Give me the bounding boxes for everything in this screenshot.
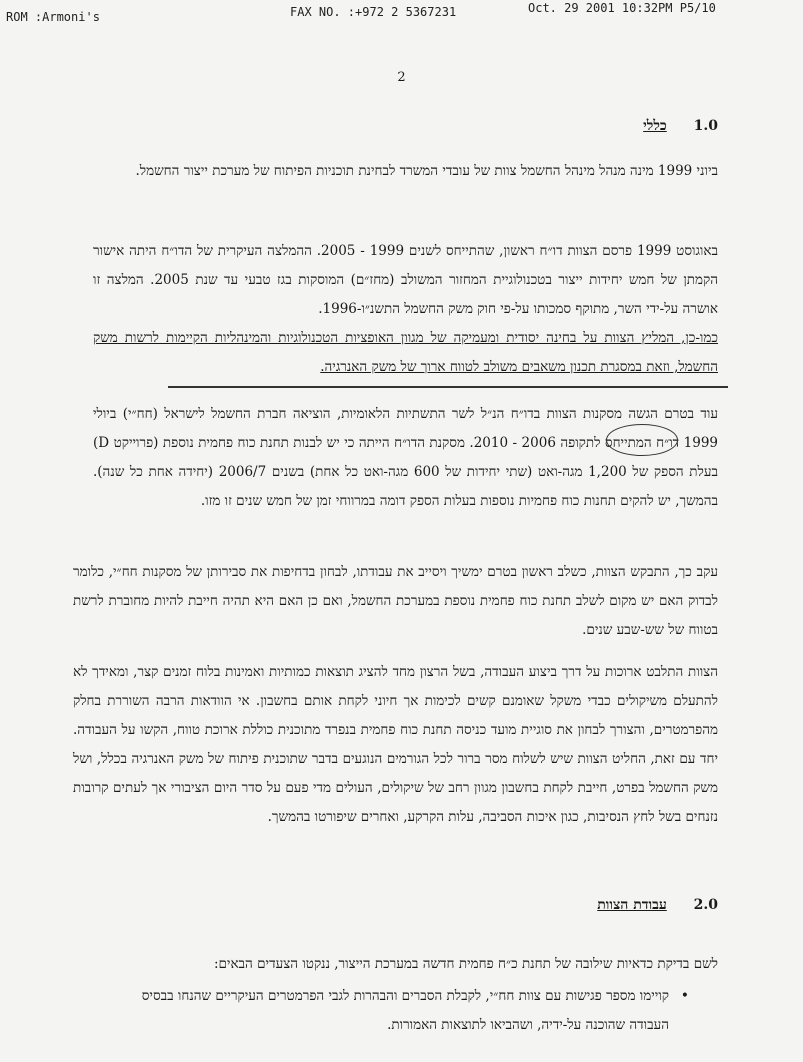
- fax-sender: ROM :Armoni's: [6, 10, 100, 24]
- paragraph-first-report: באוגוסט 1999 פרסם הצוות דו״ח ראשון, שהתייחס לשנים 1999 - 2005. ההמלצה העיקרית של הדו״ח היתה אישור הקמתן של חמש יחידות ייצור בטכנולוגיית המחזור המשולב (מחז״ם) המוסקות בגז טבעי עד שנת 2005. המלצה זו אושרה על-ידי השר, מתוקף סמכותו על-פי חוק משק החשמל התשנ״ו-1996.: [93, 243, 718, 317]
- steps-list: [120, 982, 695, 1040]
- fax-date-time: Oct. 29 2001 10:32PM P5/10: [528, 1, 716, 15]
- paragraph-work-method: הצוות התלבט ארוכות על דרך ביצוע העבודה, בשל הרצון מחד להציג תוצאות כמותיות ואמינות בלוח זמנים קצר, ומאידך לא להתעלם משיקולים כבדי משקל שאומנם קשים לכימות אך חיוני לקחת אותם בחשבון. אי הוודאות הרבה השוררת בחלק מהפרמטרים, והצורך לבחון את סוגיית מועד כניסה תחנת כוח פחמית בנפרד מתוכנית כוללת ארוכת טווח, הקשו על העבודה. יחד עם זאת, החליט הצוות שיש לשלוח מסר ברור לכל הגורמים הנוגעים בדבר שתוכנית פיתוח של משק האנרגיה בכלל, ושל משק החשמל בפרט, חייבת לקחת בחשבון מגוון רחב של שיקולים, העולים מדי פעם על סדר היום הציבורי אך לעתים קרובות נזנחים בשל לחץ הנסיבות, כגון איכות הסביבה, עלות הקרקע, ואחרים שיפורטו בהמשך.: [73, 664, 718, 825]
- list-item: • קויימו מספר פגישות עם צוות חח״י, לקבלת הסברים והבהרות לגבי הפרמטרים העיקריים שהנחו בבסיס העבודה שהוכנה על-ידיה, ושהביאו לתוצאות האמורות.: [120, 982, 695, 1040]
- fax-header: [0, 0, 803, 28]
- handwritten-circle: [606, 424, 678, 456]
- section-heading-general: [643, 118, 718, 135]
- paragraph-intro: ביוני 1999 מינה מנהל מינהל החשמל צוות של עובדי המשרד לבחינת תוכניות הפיתוח של מערכת ייצור החשמל.: [135, 163, 718, 179]
- fax-number: FAX NO. :+972 2 5367231: [290, 5, 457, 19]
- section-heading-team-work: [597, 897, 718, 914]
- section-title: עבודת הצוות: [597, 897, 667, 913]
- handwritten-underline: [168, 386, 728, 388]
- paragraph-steps-intro: לשם בדיקת כדאיות שילובה של תחנת כ״ח פחמית חדשה במערכת הייצור, ננקטו הצעדים הבאים:: [213, 956, 718, 972]
- page-number: 2: [397, 70, 406, 85]
- paragraph-team-request: עקב כך, התבקש הצוות, כשלב ראשון בטרם ימשיך ויסייב את עבודתו, לבחון בדחיפות את סבירותן של מסקנות חח״י, כלומר לבדוק האם יש מקום לשלב תחנת כוח פחמית נוספת במערכת החשמל, ואם כן האם היא תהיה חייבת להיות מחוברת לרשת בטווח של שש-שבע שנים.: [73, 564, 718, 638]
- paragraph-recommendation: כמו-כן, המליץ הצוות על בחינה יסודית ומעמיקה של מגוון האופציות הטכנולוגיות והמינהליות הקיימות לרשות משק החשמל, וזאת במסגרת תכנון משאבים משולב לטווח ארוך של משק האנרגיה.: [93, 330, 718, 375]
- section-title: כללי: [643, 118, 667, 134]
- section-number: 2.0: [693, 897, 718, 913]
- section-number: 1.0: [693, 118, 718, 134]
- paragraph-iec-report: עוד בטרם הגשה מסקנות הצוות בדו״ח הנ״ל לשר התשתיות הלאומיות, הוציאה חברת החשמל לישראל (חח״י) ביולי 1999 דו״ח המתייחס לתקופה 2006 - 2010. מסקנת הדו״ח הייתה כי יש לבנות תחנת כוח פחמית נוספת (פרוייקט D) בעלת הספק של 1,200 מגה-ואט (שתי יחידות של 600 מגה-ואט כל אחת) בשנים 2006/7 (יחידה אחת כל שנה). בהמשך, יש להקים תחנות כוח פחמיות נוספות בעלות הספק דומה במרווחי זמן של חמש שנים זו מזו.: [93, 406, 719, 509]
